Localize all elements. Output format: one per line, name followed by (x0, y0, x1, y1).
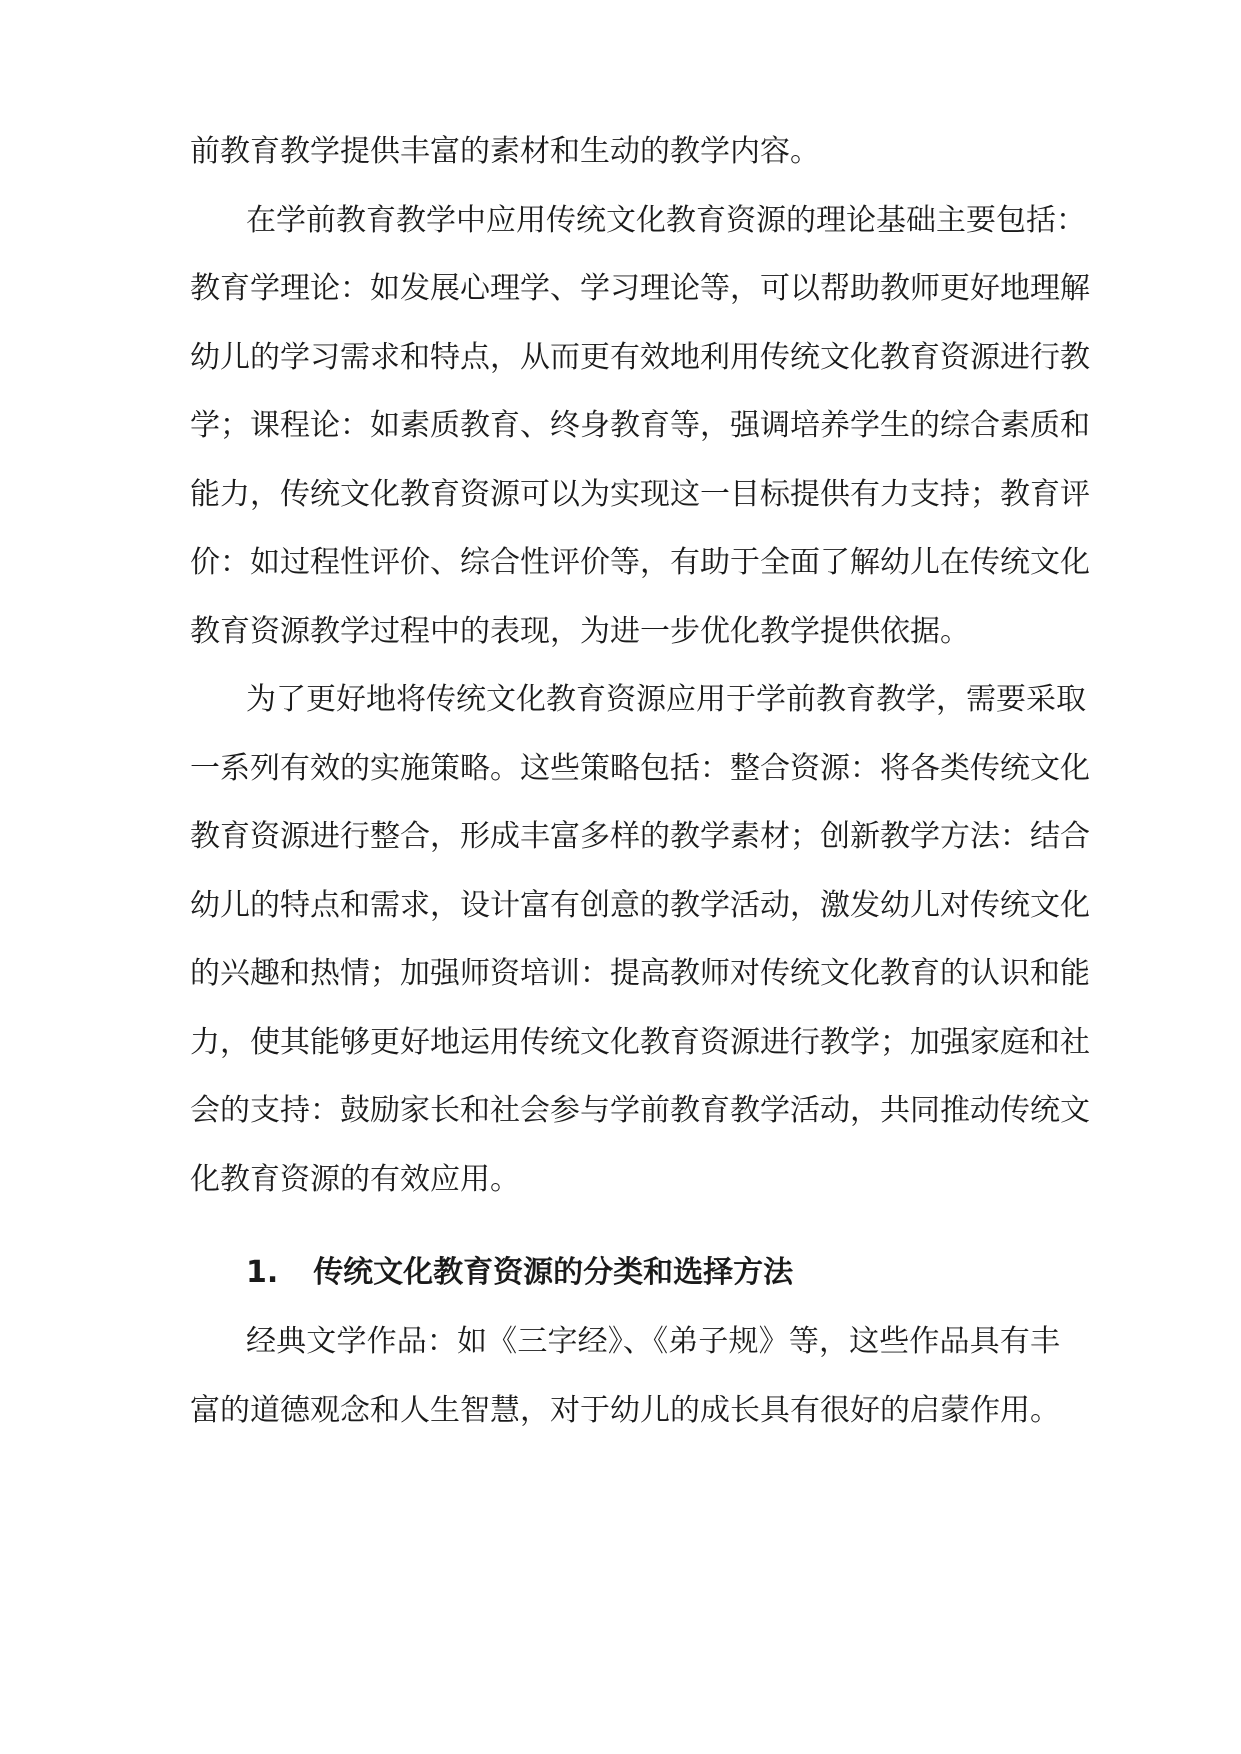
paragraph-line: 力，使其能够更好地运用传统文化教育资源进行教学；加强家庭和社 (190, 1025, 1090, 1060)
paragraph-line: 教育学理论：如发展心理学、学习理论等，可以帮助教师更好地理解 (190, 271, 1090, 306)
section-title: 传统文化教育资源的分类和选择方法 (313, 1255, 794, 1290)
paragraph-line: 会的支持：鼓励家长和社会参与学前教育教学活动，共同推动传统文 (190, 1093, 1090, 1128)
paragraph-line: 富的道德观念和人生智慧，对于幼儿的成长具有很好的启蒙作用。 (190, 1393, 1060, 1428)
section-number: 1. (246, 1255, 279, 1290)
paragraph-line: 能力，传统文化教育资源可以为实现这一目标提供有力支持；教育评 (190, 477, 1090, 512)
paragraph-line: 一系列有效的实施策略。这些策略包括：整合资源：将各类传统文化 (190, 751, 1090, 786)
paragraph-line: 前教育教学提供丰富的素材和生动的教学内容。 (190, 134, 820, 169)
paragraph-line: 幼儿的特点和需求，设计富有创意的教学活动，激发幼儿对传统文化 (190, 888, 1090, 923)
paragraph-line: 在学前教育教学中应用传统文化教育资源的理论基础主要包括： (246, 203, 1086, 238)
paragraph-line: 的兴趣和热情；加强师资培训：提高教师对传统文化教育的认识和能 (190, 956, 1090, 991)
section-heading (246, 1253, 1060, 1293)
paragraph-line: 经典文学作品：如《三字经》、《弟子规》等，这些作品具有丰 (246, 1324, 1060, 1359)
paragraph-line: 幼儿的学习需求和特点，从而更有效地利用传统文化教育资源进行教 (190, 340, 1090, 375)
paragraph-line: 教育资源教学过程中的表现，为进一步优化教学提供依据。 (190, 614, 970, 649)
paragraph-line: 化教育资源的有效应用。 (190, 1162, 520, 1197)
paragraph-line: 为了更好地将传统文化教育资源应用于学前教育教学，需要采取 (246, 682, 1086, 717)
paragraph-line: 教育资源进行整合，形成丰富多样的教学素材；创新教学方法：结合 (190, 819, 1090, 854)
paragraph-line: 价：如过程性评价、综合性评价等，有助于全面了解幼儿在传统文化 (190, 545, 1090, 580)
paragraph-line: 学；课程论：如素质教育、终身教育等，强调培养学生的综合素质和 (190, 408, 1090, 443)
